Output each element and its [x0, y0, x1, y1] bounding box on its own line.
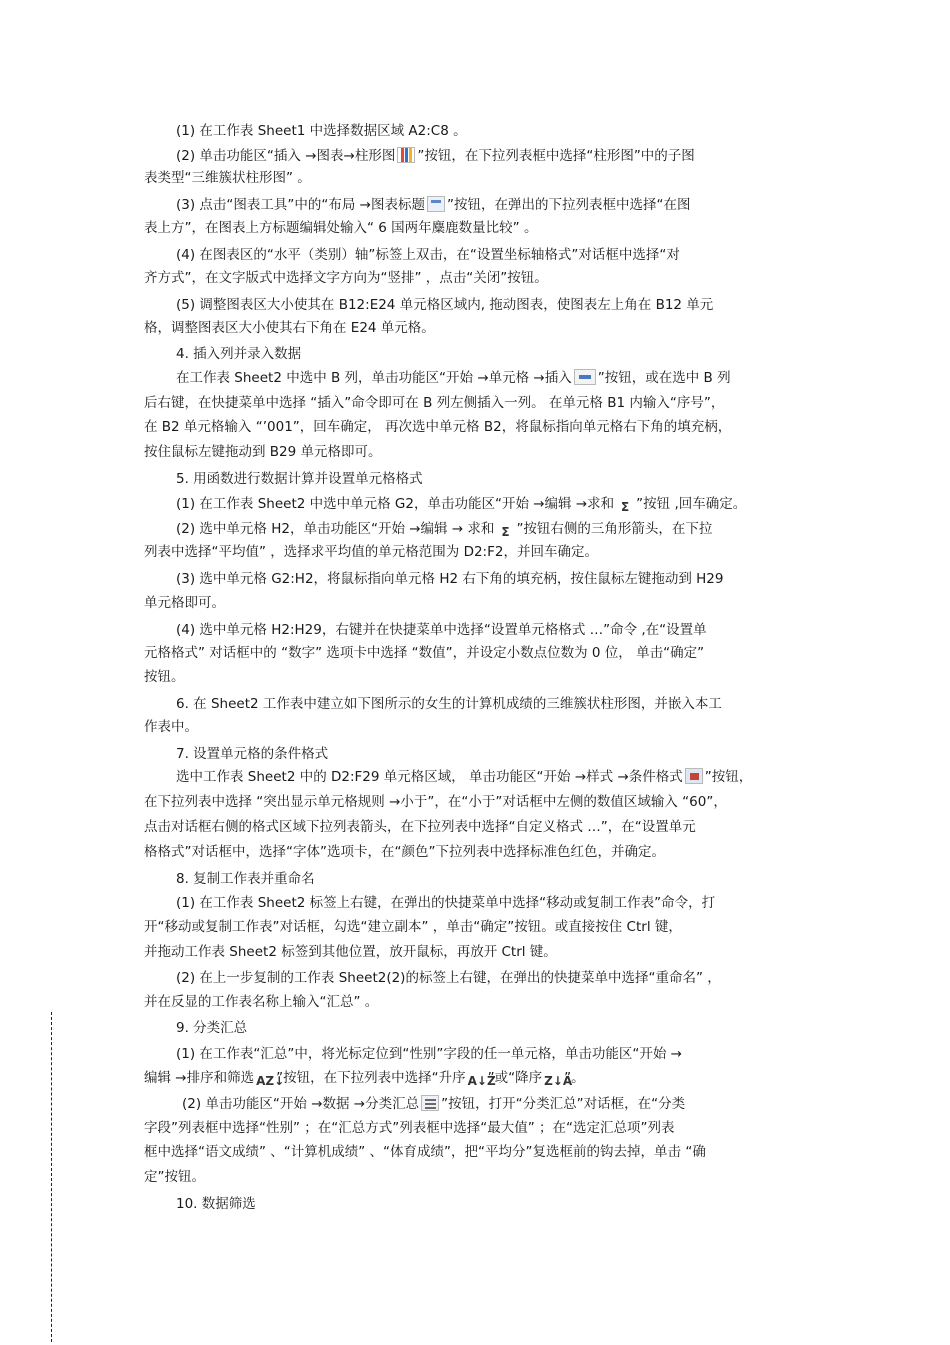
text-line	[176, 1044, 808, 1064]
text-span: (1) 在工作表“汇总”中，将光标定位到“性别”字段的任一单元格，单击功能区“开始 →	[176, 1046, 682, 1062]
text-line	[144, 442, 808, 462]
text-span: 开“移动或复制工作表”对话框，勾选“建立副本” ，单击“确定”按钮。或直接按住 Ctrl 键，	[144, 919, 682, 935]
text-span: (1) 在工作表 Sheet2 标签上右键，在弹出的快捷菜单中选择“移动或复制工作表”命令，打	[176, 895, 716, 911]
text-span: ”按钮，	[704, 769, 753, 785]
text-span: 10. 数据筛选	[176, 1196, 256, 1212]
text-line	[144, 1167, 808, 1187]
section-heading	[176, 744, 808, 764]
text-span: 单元格即可。	[144, 595, 225, 611]
sort-descending-icon: Z↓A	[544, 1074, 573, 1088]
section-heading	[176, 344, 808, 364]
text-span: 列表中选择“平均值” ，选择求平均值的单元格范围为 D2:F2，并回车确定。	[144, 544, 598, 560]
text-span: (2) 在上一步复制的工作表 Sheet2(2)的标签上右键，在弹出的快捷菜单中选择“重命名” ，	[176, 970, 721, 986]
text-span: 9. 分类汇总	[176, 1020, 248, 1036]
text-span: ”按钮，在下拉列表中选择“升序	[276, 1070, 466, 1086]
text-line	[144, 817, 808, 837]
text-span: (4) 在图表区的“水平（类别）轴”标签上双击，在“设置坐标轴格式”对话框中选择“对	[176, 247, 680, 263]
text-line	[176, 295, 808, 315]
text-span: 框中选择“语文成绩” 、“计算机成绩” 、“体育成绩”，把“平均分”复选框前的钩去掉，单击 “确	[144, 1144, 706, 1160]
text-line	[144, 218, 808, 238]
text-line	[144, 318, 808, 338]
section-heading	[176, 469, 808, 489]
text-line	[176, 245, 808, 265]
text-span: 定”按钮。	[144, 1169, 205, 1185]
text-line	[144, 542, 808, 562]
text-span: 编辑 →排序和筛选	[144, 1070, 255, 1086]
text-span: 选中工作表 Sheet2 中的 D2:F29 单元格区域， 单击功能区“开始 →样式 →条件格式	[176, 769, 683, 785]
text-span: 作表中。	[144, 719, 198, 735]
text-span: 在下拉列表中选择 “突出显示单元格规则 →小于”，在“小于”对话框中左侧的数值区域输入 “60”，	[144, 794, 727, 810]
text-line	[176, 569, 808, 589]
text-span: 7. 设置单元格的条件格式	[176, 746, 329, 762]
sum-icon: Σ	[501, 525, 510, 539]
text-line	[144, 168, 808, 188]
text-span: 并在反显的工作表名称上输入“汇总” 。	[144, 994, 379, 1010]
text-line	[176, 767, 808, 787]
text-line	[182, 1094, 808, 1114]
text-line	[176, 893, 808, 913]
text-line	[176, 620, 808, 640]
text-span: 6. 在 Sheet2 工作表中建立如下图所示的女生的计算机成绩的三维簇状柱形图，并嵌入本工	[176, 696, 722, 712]
text-line	[144, 917, 808, 937]
binding-margin-line	[51, 1012, 52, 1342]
text-span: 5. 用函数进行数据计算并设置单元格格式	[176, 471, 423, 487]
text-span: (4) 选中单元格 H2:H29，右键并在快捷菜单中选择“设置单元格格式 …”命令 ,在“设置单	[176, 622, 707, 638]
text-span: 在工作表 Sheet2 中选中 B 列，单击功能区“开始 →单元格 →插入	[176, 370, 572, 386]
text-span: ”按钮 ,回车确定。	[636, 496, 747, 512]
text-line	[144, 393, 808, 413]
text-line	[176, 519, 808, 540]
text-line	[144, 593, 808, 613]
sort-filter-icon: AZ↓	[256, 1074, 285, 1088]
text-line	[176, 121, 808, 141]
text-line	[144, 942, 808, 962]
text-span: ”或“降序	[487, 1070, 543, 1086]
text-span: 按住鼠标左键拖动到 B29 单元格即可。	[144, 444, 382, 460]
text-span: (5) 调整图表区大小使其在 B12:E24 单元格区域内, 拖动图表，使图表左上角在 B12 单元	[176, 297, 714, 313]
text-line	[144, 842, 808, 862]
text-line	[144, 792, 808, 812]
chart-title-icon	[427, 196, 445, 212]
text-line	[176, 368, 808, 388]
text-span: (3) 点击“图表工具”中的“布局 →图表标题	[176, 197, 425, 213]
conditional-format-icon	[685, 768, 703, 784]
text-span: ”按钮右侧的三角形箭头，在下拉	[516, 521, 713, 537]
text-span: 在 B2 单元格输入 “’001”，回车确定， 再次选中单元格 B2，将鼠标指向单元格右下角的填充柄，	[144, 419, 732, 435]
text-span: 按钮。	[144, 669, 185, 685]
text-span: 点击对话框右侧的格式区域下拉列表箭头，在下拉列表中选择“自定义格式 …”，在“设置单元	[144, 819, 696, 835]
text-span: (1) 在工作表 Sheet2 中选中单元格 G2，单击功能区“开始 →编辑 →求和	[176, 496, 615, 512]
subtotal-icon	[421, 1095, 439, 1111]
text-span: 格格式”对话框中，选择“字体”选项卡，在“颜色”下拉列表中选择标准色红色，并确定。	[144, 844, 665, 860]
text-span: (3) 选中单元格 G2:H2，将鼠标指向单元格 H2 右下角的填充柄，按住鼠标左键拖动到 H29	[176, 571, 724, 587]
text-span: 4. 插入列并录入数据	[176, 346, 302, 362]
text-span: 齐方式”，在文字版式中选择文字方向为“竖排” ，点击“关闭”按钮。	[144, 270, 548, 286]
text-span: ”。	[564, 1070, 585, 1086]
text-span: (2) 选中单元格 H2，单击功能区“开始 →编辑 → 求和	[176, 521, 495, 537]
text-line	[144, 717, 808, 737]
text-span: ”按钮，或在选中 B 列	[597, 370, 731, 386]
text-span: ”按钮，在弹出的下拉列表框中选择“在图	[447, 197, 691, 213]
section-heading	[176, 869, 808, 889]
text-span: ”按钮，在下拉列表框中选择“柱形图”中的子图	[417, 148, 695, 164]
text-line	[144, 992, 808, 1012]
text-span: (2) 单击功能区“插入 →图表→柱形图	[176, 148, 396, 164]
bar-chart-icon	[397, 147, 415, 163]
text-span: 8. 复制工作表并重命名	[176, 871, 315, 887]
section-heading	[176, 1018, 808, 1038]
text-line	[144, 268, 808, 288]
sum-icon: Σ	[621, 500, 630, 514]
text-line	[144, 667, 808, 687]
text-line	[176, 146, 808, 166]
text-span: (2) 单击功能区“开始 →数据 →分类汇总	[182, 1096, 420, 1112]
text-line	[176, 968, 808, 988]
text-line	[144, 1068, 808, 1089]
text-span: (1) 在工作表 Sheet1 中选择数据区域 A2:C8 。	[176, 123, 467, 139]
text-line	[176, 494, 808, 515]
text-line	[144, 417, 808, 437]
section-heading	[176, 1194, 808, 1214]
insert-cells-icon	[574, 369, 596, 385]
text-span: 表上方”，在图表上方标题编辑处输入“ 6 国两年麋鹿数量比较” 。	[144, 220, 538, 236]
sort-ascending-icon: A↓Z	[467, 1074, 496, 1088]
text-line	[144, 1118, 808, 1138]
text-span: 格，调整图表区大小使其右下角在 E24 单元格。	[144, 320, 435, 336]
text-span: 元格格式” 对话框中的 “数字” 选项卡中选择 “数值”，并设定小数点位数为 0 位， 单击“确定”	[144, 645, 705, 661]
text-span: 并拖动工作表 Sheet2 标签到其他位置，放开鼠标，再放开 Ctrl 键。	[144, 944, 557, 960]
text-span: 后右键，在快捷菜单中选择 “插入”命令即可在 B 列左侧插入一列。 在单元格 B1 内输入“序号”，	[144, 395, 725, 411]
text-line	[144, 643, 808, 663]
text-line	[176, 195, 808, 215]
text-span: ”按钮，打开“分类汇总”对话框，在“分类	[441, 1096, 686, 1112]
text-line	[176, 694, 808, 714]
text-line	[144, 1142, 808, 1162]
text-span: 表类型“三维簇状柱形图” 。	[144, 170, 311, 186]
text-span: 字段”列表框中选择“性别” ；在“汇总方式”列表框中选择“最大值” ；在“选定汇总项”列表	[144, 1120, 675, 1136]
